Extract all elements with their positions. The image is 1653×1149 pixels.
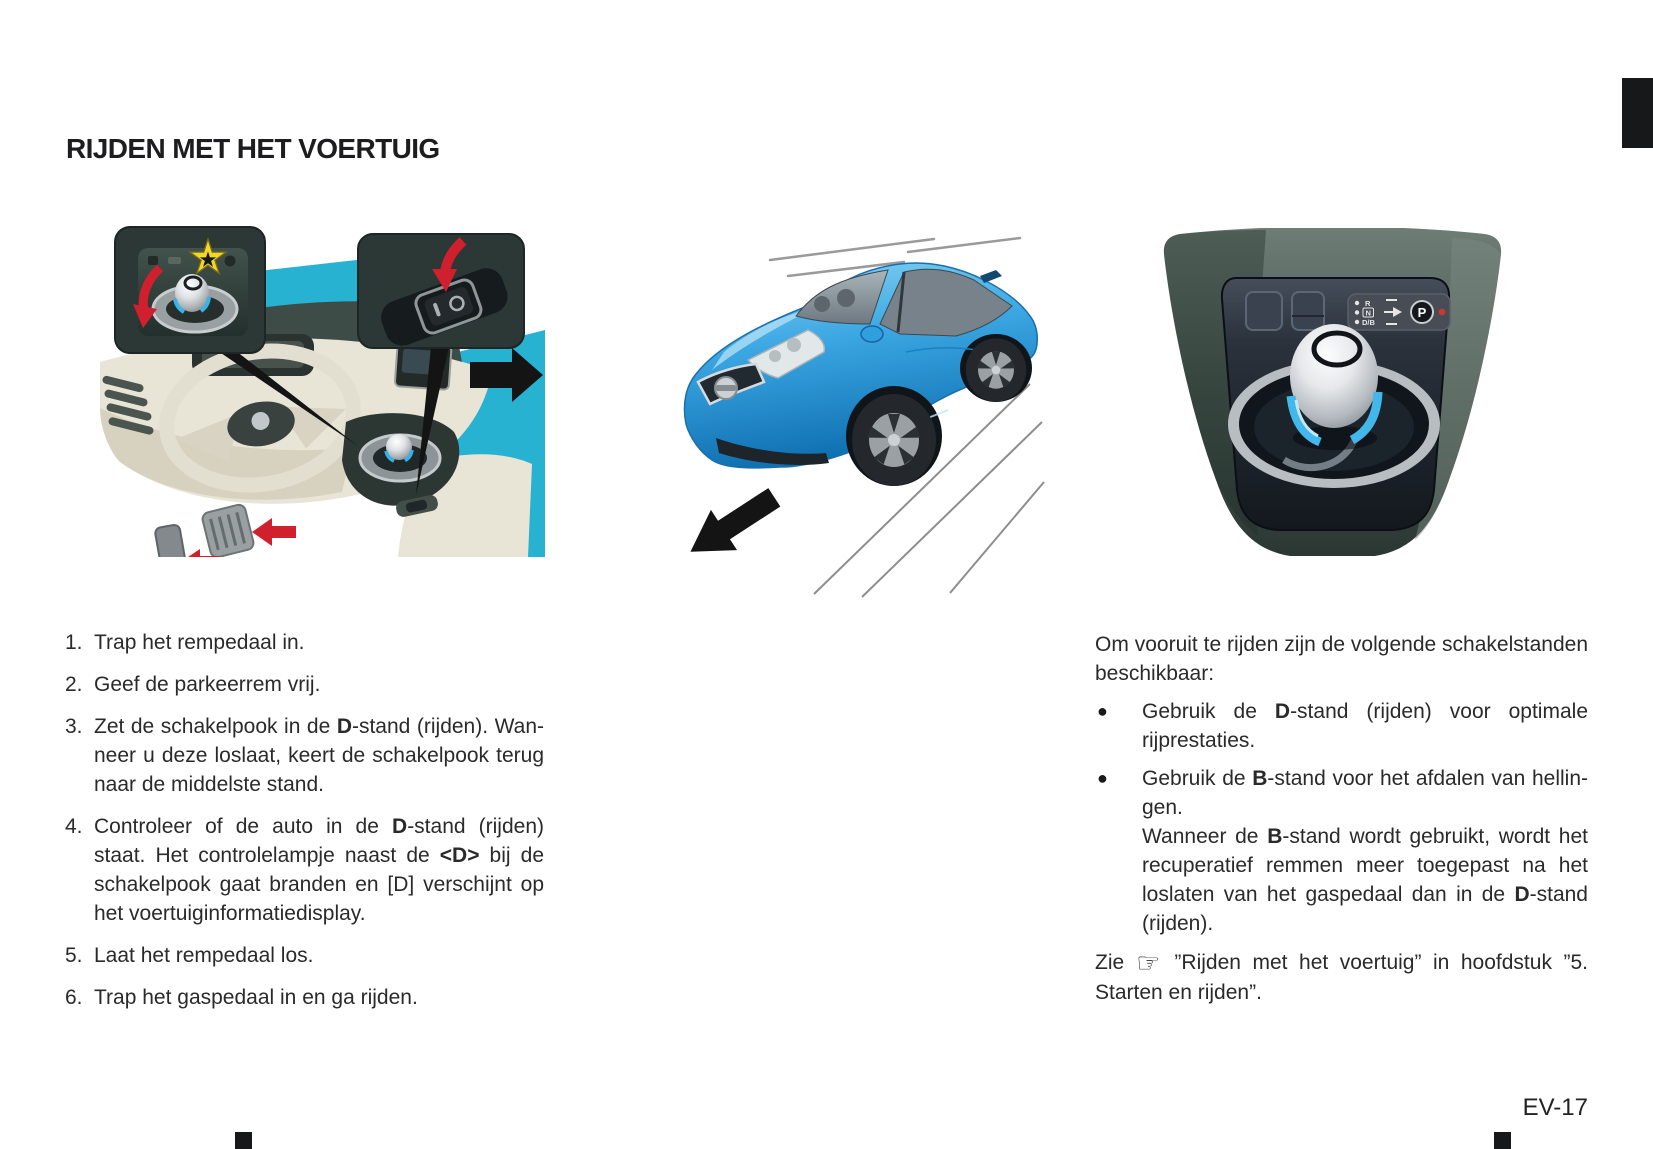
shift-knob: [1290, 324, 1378, 428]
gear-intro-text: Om vooruit te rijden zijn de volgende schakelstanden beschikbaar:: [1095, 633, 1588, 685]
text-segment: -stand wordt gebruikt, wordt het recuperatief remmen meer toegepast na het loslaten van het gaspedaal dan in de: [1142, 825, 1588, 906]
gear-letter: D: [1274, 700, 1291, 723]
text-segment: Wanneer de: [1142, 825, 1268, 848]
shifter-console-illustration: [1150, 228, 1515, 563]
brake-pedal-arrow-icon: [252, 518, 296, 546]
gear-options-list: [1095, 697, 1588, 938]
text-segment: Gebruik de: [1142, 767, 1253, 790]
print-registration-mark: [235, 1132, 252, 1149]
text-segment: Gebruik de: [1142, 700, 1275, 723]
print-registration-mark: [1494, 1132, 1511, 1149]
instruction-step: [65, 670, 544, 699]
indicator-label-reverse: R: [1365, 299, 1371, 308]
gear-letter: B: [1252, 767, 1268, 790]
parking-brake-inset: [358, 234, 524, 350]
page-number: EV-17: [1522, 1094, 1588, 1121]
text-segment: Geef de parkeerrem vrij.: [94, 673, 321, 696]
text-segment: -stand (rijden) staat. Het controlelampje naast de: [94, 815, 544, 867]
step-number: 5.: [65, 944, 83, 967]
step-number: 3.: [65, 715, 83, 738]
text-segment: Controleer of de auto in de: [94, 815, 393, 838]
gear-option-item: [1095, 764, 1588, 938]
see-also-reference: ”Rijden met het voertuig” in hoofdstuk ”5. Starten en rijden”.: [1095, 951, 1588, 1004]
text-segment: Zet de schakelpook in de: [94, 715, 337, 738]
step-text: [94, 628, 544, 657]
step-text: [94, 670, 544, 699]
gear-letter: B: [1267, 825, 1283, 848]
text-segment: -stand (rijden).: [1142, 883, 1588, 935]
see-reference-icon: ☞: [1136, 948, 1161, 979]
gear-letter: <D>: [439, 844, 480, 867]
gear-letter: D: [1514, 883, 1530, 906]
see-also-prefix: Zie: [1095, 951, 1125, 974]
car: [684, 263, 1037, 486]
rear-wheel: [966, 338, 1026, 401]
text-segment: -stand (rijden). Wanneer u deze loslaat, keert de schakelpook terug naar de middelste stand.: [94, 715, 544, 796]
text-segment: Trap het rempedaal in.: [94, 631, 305, 654]
step-number: 2.: [65, 673, 83, 696]
bullet-icon: ●: [1097, 701, 1108, 721]
indicator-label-neutral: N: [1365, 308, 1371, 318]
gear-letter: D: [336, 715, 352, 738]
instruction-step: [65, 628, 544, 657]
indicator-label-drive-brake: D/B: [1362, 318, 1375, 327]
driving-car-illustration: [600, 212, 1045, 600]
pedals: [154, 503, 296, 557]
text-segment: Trap het gaspedaal in en ga rijden.: [94, 986, 418, 1009]
park-button-label: P: [1417, 305, 1427, 320]
instruction-list: [65, 628, 544, 1012]
park-warning-dot: [1439, 309, 1446, 316]
step-number: 1.: [65, 631, 83, 654]
gear-info-column: [1095, 630, 1588, 1007]
step-text: [94, 983, 544, 1012]
gear-option-item: [1095, 697, 1588, 755]
forward-direction-arrow-icon: [677, 477, 787, 572]
antenna-fin: [980, 270, 1002, 283]
step-text: [94, 941, 544, 970]
see-also-text: [1095, 948, 1588, 1007]
instruction-step: [65, 983, 544, 1012]
front-wheel: [852, 394, 936, 486]
door-mirror: [861, 326, 883, 342]
procedure-column: [65, 628, 544, 1025]
instruction-step: [65, 941, 544, 970]
instruction-step: [65, 712, 544, 799]
text-segment: Laat het rempedaal los.: [94, 944, 314, 967]
interior-overview-illustration: [100, 210, 545, 557]
instruction-step: [65, 812, 544, 928]
text-segment: -stand voor het afdalen van hellingen.: [1142, 767, 1589, 819]
step-text: [94, 812, 544, 928]
gear-option-text: [1142, 697, 1588, 755]
text-segment: bij de schakelpook gaat branden en [D] verschijnt op het voertuiginformatiedisplay.: [94, 844, 545, 925]
console-button: [1246, 292, 1282, 330]
step-text: [94, 712, 544, 799]
gear-option-text: [1142, 764, 1588, 938]
console-button: [1292, 292, 1324, 330]
section-edge-tab: [1622, 78, 1653, 148]
text-segment: -stand (rijden) voor optimale rijprestaties.: [1142, 700, 1588, 752]
gear-indicator-panel: [1348, 294, 1450, 330]
gear-letter: D: [392, 815, 408, 838]
bullet-icon: ●: [1097, 768, 1108, 788]
step-number: 6.: [65, 986, 83, 1009]
step-number: 4.: [65, 815, 83, 838]
page-title: RIJDEN MET HET VOERTUIG: [66, 133, 440, 164]
shift-lever-inset: [115, 227, 265, 353]
